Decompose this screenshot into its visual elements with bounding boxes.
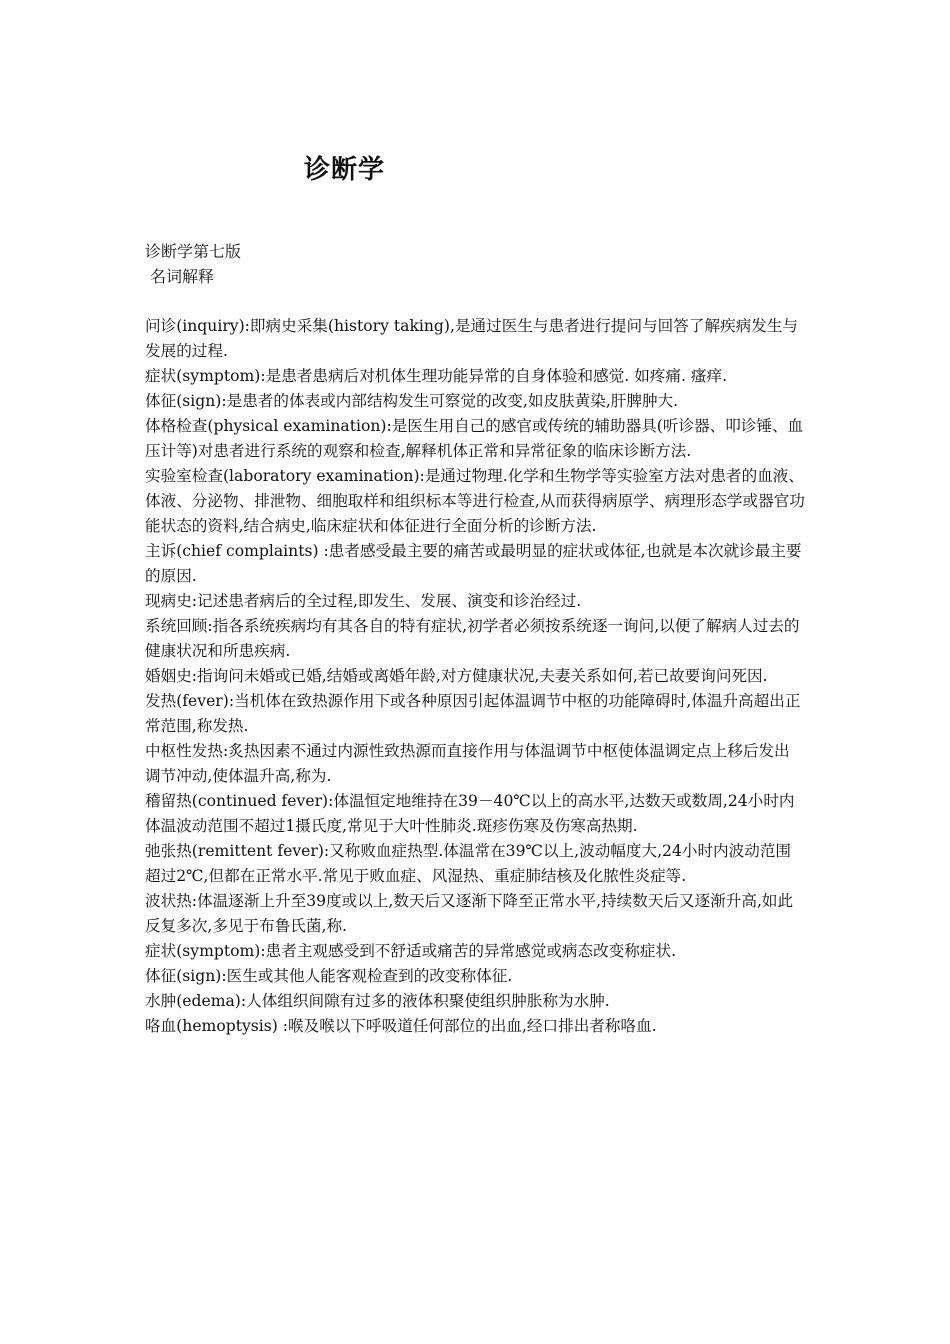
glossary-entry: 发热(fever):当机体在致热源作用下或各种原因引起体温调节中枢的功能障碍时,体温升高超出正常范围,称发热. [145, 692, 801, 735]
glossary-entry: 咯血(hemoptysis) :喉及喉以下呼吸道任何部位的出血,经口排出者称咯血. [145, 1017, 657, 1035]
glossary-entry: 体征(sign):是患者的体表或内部结构发生可察觉的改变,如皮肤黄染,肝脾肿大. [145, 392, 679, 410]
glossary-entry: 症状(symptom):是患者患病后对机体生理功能异常的自身体验和感觉. 如疼痛. 瘙痒. [145, 367, 728, 385]
glossary-entry: 问诊(inquiry):即病史采集(history taking),是通过医生与患者进行提问与回答了解疾病发生与发展的过程. [145, 317, 799, 360]
glossary-entry: 体格检查(physical examination):是医生用自己的感官或传统的辅助器具(听诊器、叩诊锤、血压计等)对患者进行系统的观察和检查,解释机体正常和异常征象的临床诊断方法. [145, 417, 804, 460]
glossary-entry: 水肿(edema):人体组织间隙有过多的液体积聚使组织肿胀称为水肿. [145, 992, 610, 1010]
glossary-entries [145, 314, 805, 1039]
glossary-entry: 症状(symptom):患者主观感受到不舒适或痛苦的异常感觉或病态改变称症状. [145, 942, 677, 960]
document-title: 诊断学 [304, 155, 386, 185]
edition-line: 诊断学第七版 [145, 242, 242, 261]
glossary-entry: 系统回顾:指各系统疾病均有其各自的特有症状,初学者必须按系统逐一询问,以便了解病人过去的健康状况和所患疾病. [145, 617, 800, 660]
section-heading: 名词解释 [150, 267, 215, 286]
glossary-entry: 实验室检查(laboratory examination):是通过物理.化学和生物学等实验室方法对患者的血液、体液、分泌物、排泄物、细胞取样和组织标本等进行检查,从而获得病原学、病理形态学或器官功能状态的资料,结合病史,临床症状和体征进行全面分析的诊断方法. [145, 467, 805, 535]
glossary-entry: 稽留热(continued fever):体温恒定地维持在39－40℃以上的高水平,达数天或数周,24小时内体温波动范围不超过1摄氏度,常见于大叶性肺炎.斑疹伤寒及伤寒高热期. [145, 792, 795, 835]
glossary-entry: 弛张热(remittent fever):又称败血症热型.体温常在39℃以上,波动幅度大,24小时内波动范围超过2℃,但都在正常水平.常见于败血症、风湿热、重症肺结核及化脓性炎症等. [145, 842, 792, 885]
glossary-entry: 体征(sign):医生或其他人能客观检查到的改变称体征. [145, 967, 513, 985]
glossary-entry: 婚姻史:指询问未婚或已婚,结婚或离婚年龄,对方健康状况,夫妻关系如何,若已故要询问死因. [145, 667, 768, 685]
glossary-entry: 现病史:记述患者病后的全过程,即发生、发展、演变和诊治经过. [145, 592, 582, 610]
glossary-entry: 主诉(chief complaints) :患者感受最主要的痛苦或最明显的症状或体征,也就是本次就诊最主要的原因. [145, 542, 802, 585]
glossary-entry: 中枢性发热:炙热因素不通过内源性致热源而直接作用与体温调节中枢使体温调定点上移后发出调节冲动,使体温升高,称为. [145, 742, 790, 785]
glossary-entry: 波状热:体温逐渐上升至39度或以上,数天后又逐渐下降至正常水平,持续数天后又逐渐升高,如此反复多次,多见于布鲁氏菌,称. [145, 892, 794, 935]
